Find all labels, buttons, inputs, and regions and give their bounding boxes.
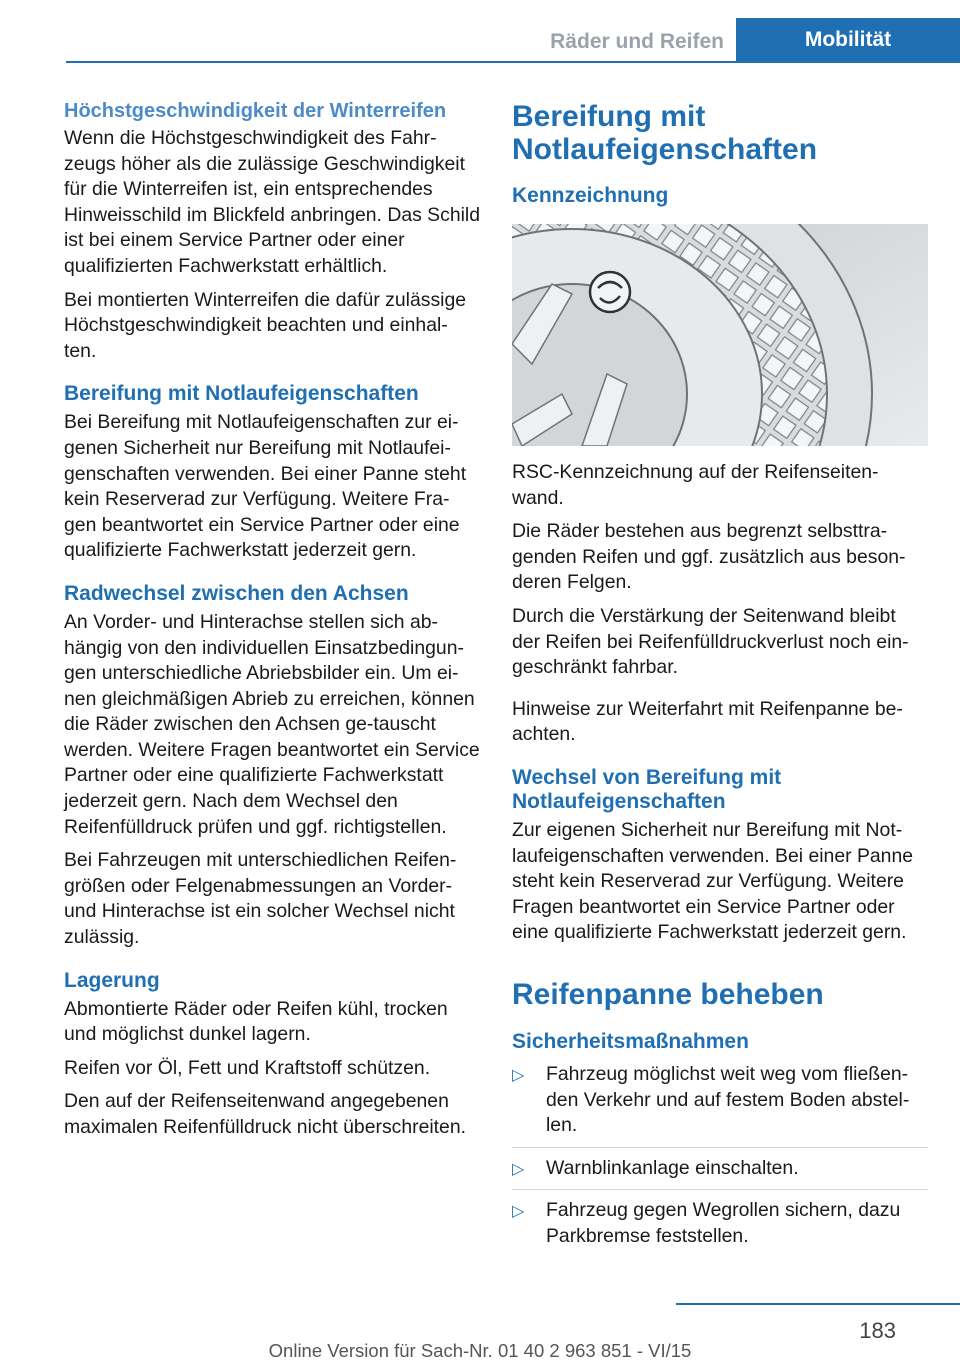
header-rule xyxy=(66,61,960,63)
paragraph: Bei Bereifung mit Notlaufeigenschaften zur ei‐genen Sicherheit nur Bereifung mit Notlaufei‐genschaften verwenden. Bei einer Panne steht kein Reserverad zur Verfügung. Weitere Fra‐gen beantwortet ein Service Partner oder eine qualifizierte Fachwerkstatt jederzeit gern. xyxy=(64,411,467,562)
list-item xyxy=(512,1198,928,1257)
list-item xyxy=(512,1062,928,1148)
right-column xyxy=(512,100,928,1265)
paragraph: Abmontierte Räder oder Reifen kühl, trocken und möglichst dunkel lagern. xyxy=(64,997,448,1046)
triangle-bullet-icon: ▷ xyxy=(512,1066,525,1084)
triangle-bullet-icon: ▷ xyxy=(512,1203,525,1221)
online-version-note: Online Version für Sach-Nr. 01 40 2 963 851 - VI/15 xyxy=(268,1340,692,1361)
heading-runflat-tires: Bereifung mit Notlaufeigenschaften xyxy=(64,382,419,406)
safety-list xyxy=(512,1062,928,1258)
paragraph: Hinweise zur Weiterfahrt mit Reifenpanne be‐achten. xyxy=(512,697,903,746)
section-title: Räder und Reifen xyxy=(550,30,724,53)
image-caption: RSC-Kennzeichnung auf der Reifenseiten‐wand. xyxy=(512,461,879,509)
triangle-bullet-icon: ▷ xyxy=(512,1160,525,1178)
heading-wheel-rotation: Radwechsel zwischen den Achsen xyxy=(64,581,409,605)
footer-rule xyxy=(676,1303,960,1305)
paragraph: Bei Fahrzeugen mit unterschiedlichen Reifen‐größen oder Felgenabmessungen an Vorder- und Hinterachse ist ein solcher Wechsel nicht zulässig. xyxy=(64,849,457,949)
list-item-text: Fahrzeug möglichst weit weg vom fließen‐den Verkehr und auf festem Boden abstel‐len. xyxy=(546,1062,910,1137)
heading-storage: Lagerung xyxy=(64,968,160,992)
list-item-text: Fahrzeug gegen Wegrollen sichern, dazu Parkbremse feststellen. xyxy=(546,1199,901,1247)
chapter-heading-flat-tire: Reifenpanne beheben xyxy=(512,977,824,1011)
heading-winter-speed: Höchstgeschwindigkeit der Winterreifen xyxy=(64,100,447,122)
paragraph: Den auf der Reifenseitenwand angegebenen maximalen Reifenfülldruck nicht überschreiten. xyxy=(64,1090,467,1138)
list-item xyxy=(512,1156,928,1191)
paragraph: Die Räder bestehen aus begrenzt selbsttra‐genden Reifen und ggf. zusätzlich aus beson‐deren Felgen. xyxy=(512,520,906,594)
paragraph: Durch die Verstärkung der Seitenwand bleibt der Reifen bei Reifenfülldruckverlust noch ein‐geschränkt fahrbar. xyxy=(512,604,909,679)
page-header xyxy=(0,0,960,64)
list-item-text: Warnblinkanlage einschalten. xyxy=(546,1156,799,1179)
left-column xyxy=(64,100,480,1149)
paragraph: Wenn die Höchstgeschwindigkeit des Fahr‐zeugs höher als die zulässige Geschwindigkeit für die Winterreifen ist, ein entsprechendes Hinweisschild im Blickfeld anbringen. Das Schild ist bei einem Service Partner oder einer qualifizierten Fachwerkstatt erhältlich. xyxy=(64,127,480,277)
paragraph: Reifen vor Öl, Fett und Kraftstoff schützen. xyxy=(64,1056,431,1079)
paragraph: Zur eigenen Sicherheit nur Bereifung mit Not‐laufeigenschaften verwenden. Bei einer Panne steht kein Reserverad zur Verfügung. Weitere Fragen beantwortet ein Service Partner oder eine qualifizierte Fachwerkstatt jederzeit gern. xyxy=(512,818,914,944)
subheading-safety-measures: Sicherheitsmaßnahmen xyxy=(512,1029,749,1053)
paragraph: Bei montierten Winterreifen die dafür zulässige Höchstgeschwindigkeit beachten und einhal‐ten. xyxy=(64,288,467,362)
chapter-tab[interactable]: Mobilität xyxy=(736,18,960,62)
subheading-marking: Kennzeichnung xyxy=(512,184,669,207)
tire-rsc-marking-image xyxy=(512,224,928,446)
heading-change-runflat: Wechsel von Bereifung mit Notlaufeigenschaften xyxy=(512,765,782,813)
paragraph: An Vorder- und Hinterachse stellen sich ab‐hängig von den individuellen Einsatzbedingun‐gen unterschiedliche Abriebsbilder ein. Um ei‐nen gleichmäßigen Abrieb zu erreichen, können die Räder zwischen den Achsen ge‐tauscht werden. Weitere Fragen beantwortet ein Service Partner oder eine qualifizierte Fachwerkstatt jederzeit gern. Nach dem Wechsel den Reifenfülldruck prüfen und ggf. richtigstellen. xyxy=(64,610,480,838)
page-number: 183 xyxy=(859,1318,896,1343)
section-heading-runflat: Bereifung mit Notlaufeigenschaften xyxy=(512,100,818,166)
